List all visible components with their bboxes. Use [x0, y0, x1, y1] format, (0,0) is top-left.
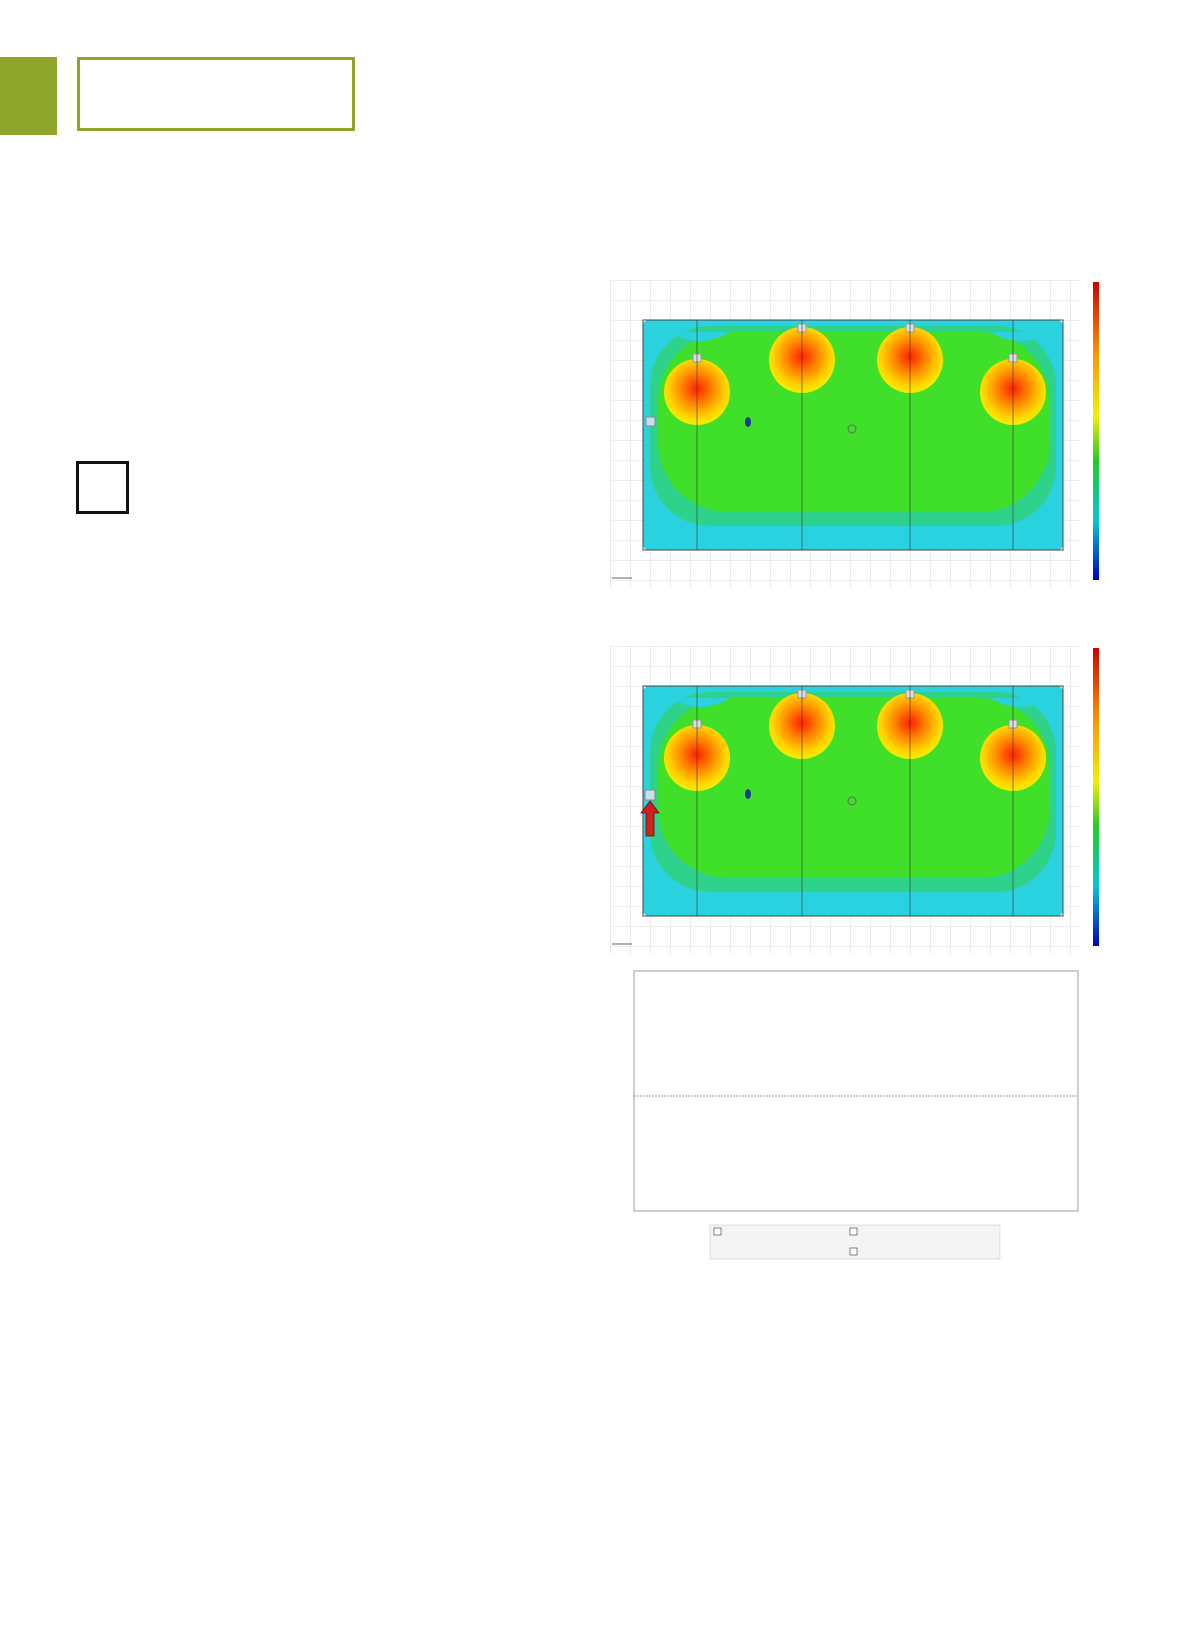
dropcap — [76, 461, 129, 514]
accent-block — [0, 57, 57, 135]
figure-2-coverage-map — [610, 646, 1102, 954]
figure-1-coverage-map — [610, 280, 1102, 588]
figure-2-spl-chart — [610, 963, 1102, 1263]
section-label — [77, 57, 355, 131]
left-column — [76, 459, 574, 514]
